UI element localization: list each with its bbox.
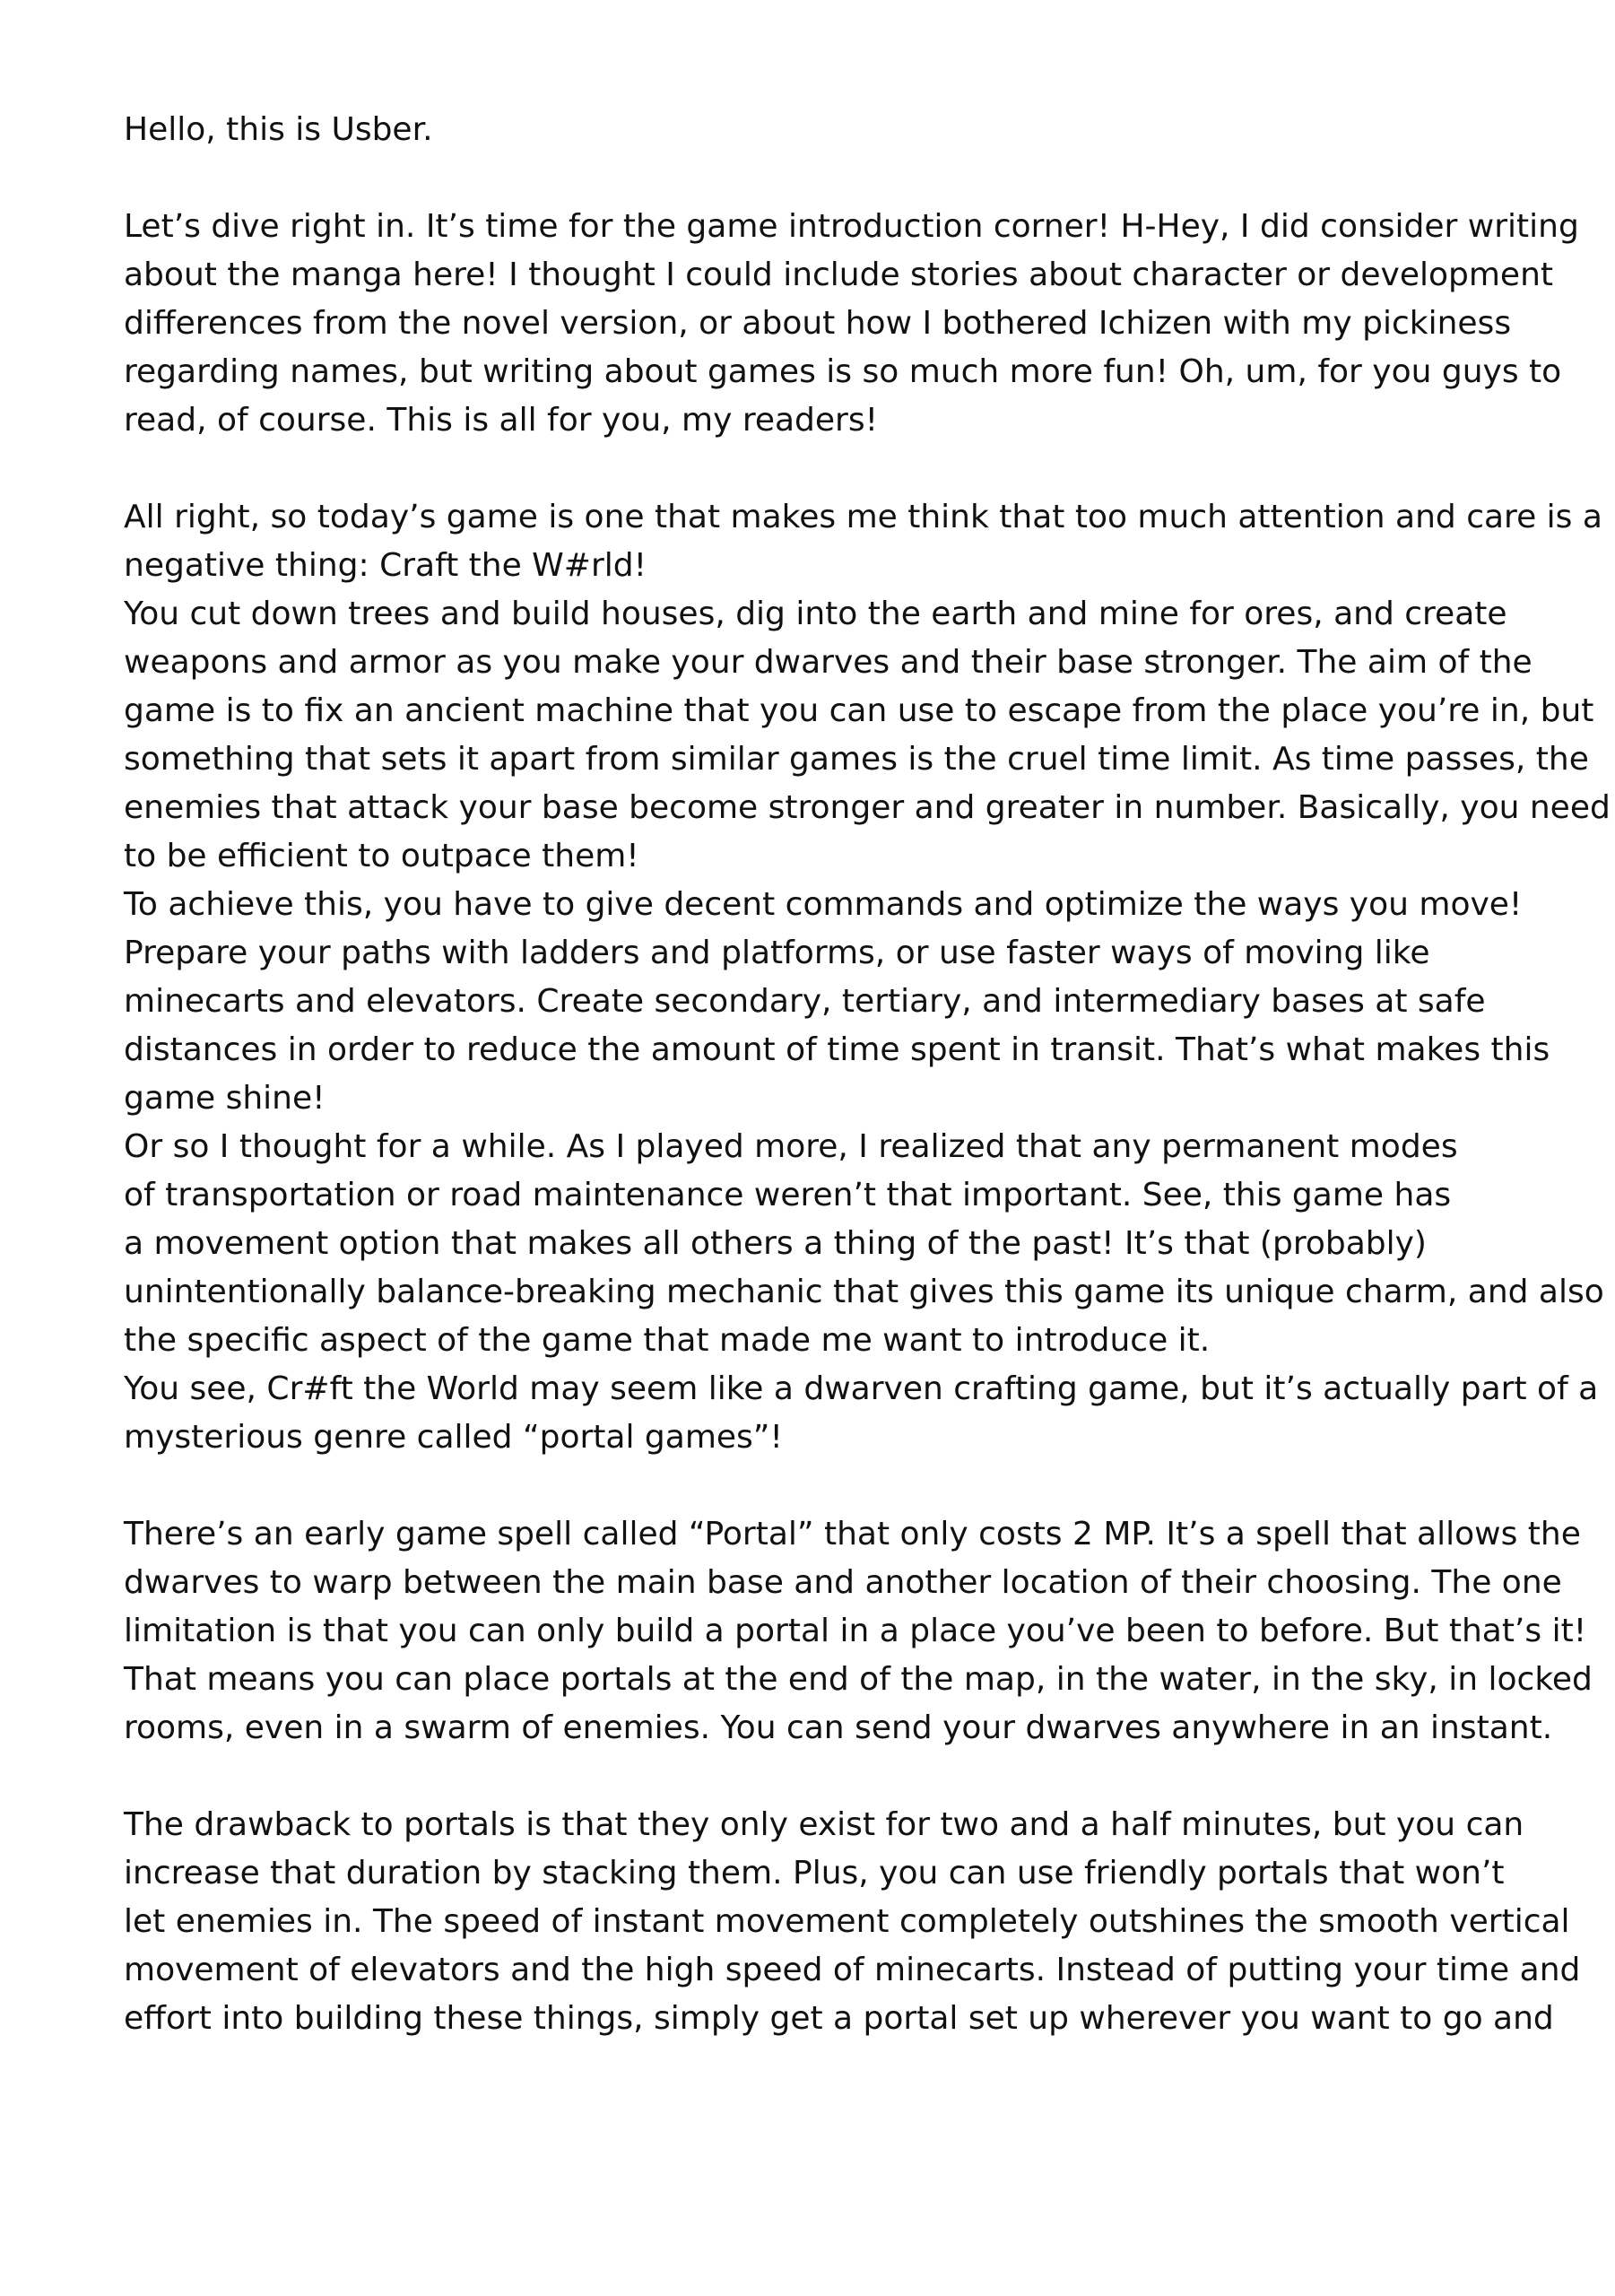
text-line: The drawback to portals is that they only exist for two and a half minutes, but you can [124, 1806, 1524, 1843]
text-line: movement of elevators and the high speed of minecarts. Instead of putting your time and [124, 1952, 1581, 1988]
text-line: let enemies in. The speed of instant movement completely outshines the smooth vertical [124, 1903, 1570, 1940]
text-line: dwarves to warp between the main base and another location of their choosing. The one [124, 1564, 1562, 1601]
text-line: the specific aspect of the game that made me want to introduce it. [124, 1322, 1211, 1359]
text-line: weapons and armor as you make your dwarves and their base stronger. The aim of the [124, 644, 1533, 681]
text-line: mysterious genre called “portal games”! [124, 1419, 783, 1456]
text-line: Hello, this is Usber. [124, 111, 433, 148]
text-line: There’s an early game spell called “Portal” that only costs 2 MP. It’s a spell that allows the [124, 1516, 1581, 1552]
text-line: minecarts and elevators. Create secondary, tertiary, and intermediary bases at safe [124, 983, 1486, 1020]
paragraph-gap [124, 445, 1523, 493]
text-line: enemies that attack your base become stronger and greater in number. Basically, you need [124, 789, 1611, 826]
text-line: You cut down trees and build houses, dig into the earth and mine for ores, and create [124, 596, 1507, 632]
text-line: differences from the novel version, or about how I bothered Ichizen with my pickiness [124, 305, 1512, 342]
text-line: limitation is that you can only build a portal in a place you’ve been to before. But that’s it! [124, 1613, 1587, 1649]
text-line: negative thing: Craft the W#rld! [124, 547, 647, 584]
text-line: You see, Cr#ft the World may seem like a dwarven crafting game, but it’s actually part of a [124, 1370, 1599, 1407]
text-line: a movement option that makes all others a thing of the past! It’s that (probably) [124, 1225, 1427, 1262]
paragraph-gap [124, 1752, 1523, 1801]
text-line: To achieve this, you have to give decent commands and optimize the ways you move! [124, 886, 1523, 923]
text-line: increase that duration by stacking them. Plus, you can use friendly portals that won’t [124, 1855, 1505, 1892]
text-line: Prepare your paths with ladders and platforms, or use faster ways of moving like [124, 935, 1430, 971]
text-line: game shine! [124, 1080, 326, 1117]
paragraph-gap [124, 154, 1523, 203]
text-line: distances in order to reduce the amount of time spent in transit. That’s what makes this [124, 1031, 1550, 1068]
text-line: rooms, even in a swarm of enemies. You can send your dwarves anywhere in an instant. [124, 1709, 1553, 1746]
text-line: effort into building these things, simply get a portal set up wherever you want to go and [124, 2000, 1554, 2037]
text-line: regarding names, but writing about games is so much more fun! Oh, um, for you guys to [124, 353, 1562, 390]
text-line: game is to fix an ancient machine that you can use to escape from the place you’re in, but [124, 692, 1594, 729]
text-line: All right, so today’s game is one that makes me think that too much attention and care is a [124, 499, 1602, 535]
paragraph-gap [124, 1462, 1523, 1510]
text-line: read, of course. This is all for you, my readers! [124, 402, 879, 439]
text-line: Let’s dive right in. It’s time for the game introduction corner! H-Hey, I did consider writing [124, 208, 1579, 245]
text-line: That means you can place portals at the end of the map, in the water, in the sky, in locked [124, 1661, 1593, 1698]
text-line: to be efficient to outpace them! [124, 838, 639, 874]
text-line: something that sets it apart from similar games is the cruel time limit. As time passes, the [124, 741, 1589, 778]
text-line: about the manga here! I thought I could include stories about character or development [124, 257, 1554, 293]
text-line: Or so I thought for a while. As I played more, I realized that any permanent modes [124, 1128, 1458, 1165]
afterword-text [124, 106, 1611, 2043]
text-line: unintentionally balance-breaking mechanic that gives this game its unique charm, and also [124, 1274, 1604, 1310]
text-line: of transportation or road maintenance weren’t that important. See, this game has [124, 1177, 1452, 1213]
